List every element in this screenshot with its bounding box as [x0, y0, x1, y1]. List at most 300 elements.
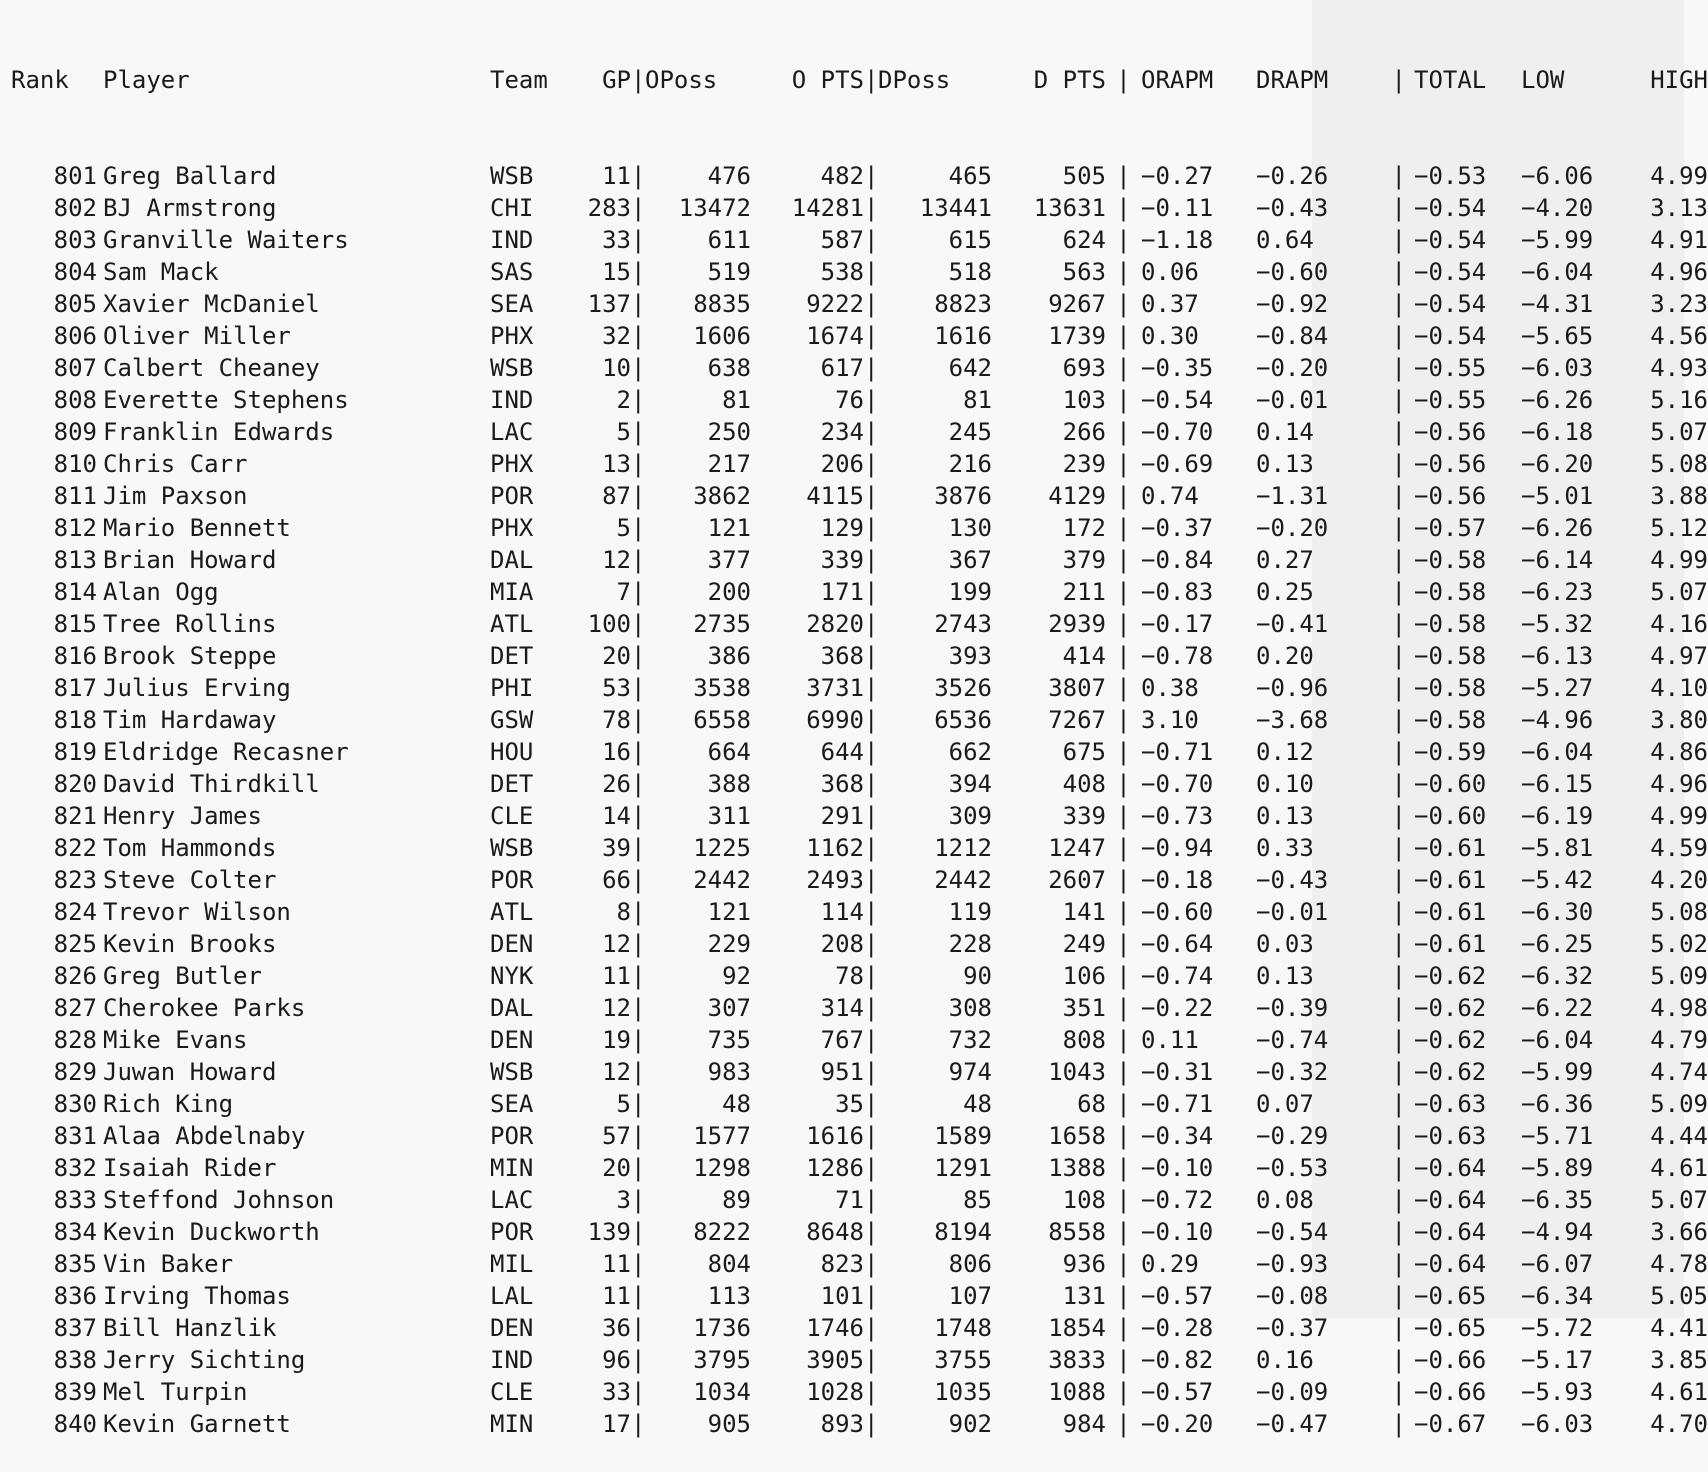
- column-separator: |: [1391, 1314, 1406, 1342]
- cell-drapm: −0.20: [1256, 514, 1329, 542]
- column-separator: |: [631, 898, 646, 926]
- cell-oposs: 3862: [693, 482, 751, 510]
- cell-rank: 828: [53, 1026, 97, 1054]
- column-separator: |: [631, 290, 646, 318]
- cell-player: Tree Rollins: [103, 610, 277, 638]
- column-separator: |: [1116, 66, 1131, 94]
- column-separator: |: [864, 706, 879, 734]
- cell-dposs: 6536: [934, 706, 992, 734]
- cell-opts: 71: [835, 1186, 864, 1214]
- column-separator: |: [631, 1378, 646, 1406]
- cell-rank: 824: [53, 898, 97, 926]
- cell-low: −6.14: [1521, 546, 1594, 574]
- cell-opts: 114: [820, 898, 864, 926]
- cell-gp: 5: [616, 1090, 631, 1118]
- cell-orapm: −0.74: [1141, 962, 1214, 990]
- column-separator: |: [864, 162, 879, 190]
- table-row: [11, 1120, 1708, 1152]
- column-separator: |: [1391, 546, 1406, 574]
- table-row: [11, 544, 1708, 576]
- cell-oposs: 905: [707, 1410, 751, 1438]
- cell-high: 5.07: [1650, 418, 1708, 446]
- cell-drapm: −0.43: [1256, 866, 1329, 894]
- cell-total: −0.67: [1414, 1410, 1487, 1438]
- table-row: [11, 992, 1708, 1024]
- cell-player: Kevin Brooks: [103, 930, 277, 958]
- column-separator: |: [1391, 898, 1406, 926]
- column-separator: |: [631, 994, 646, 1022]
- cell-oposs: 388: [707, 770, 751, 798]
- cell-dpts: 9267: [1048, 290, 1106, 318]
- cell-dposs: 1212: [934, 834, 992, 862]
- column-separator: |: [864, 482, 879, 510]
- cell-team: PHX: [490, 450, 534, 478]
- cell-opts: 8648: [806, 1218, 864, 1246]
- header-total: TOTAL: [1414, 66, 1487, 94]
- cell-rank: 837: [53, 1314, 97, 1342]
- cell-drapm: 0.08: [1256, 1186, 1314, 1214]
- column-separator: |: [1116, 1026, 1131, 1054]
- cell-orapm: −0.57: [1141, 1282, 1214, 1310]
- column-separator: |: [864, 450, 879, 478]
- cell-team: DEN: [490, 930, 534, 958]
- cell-dposs: 8194: [934, 1218, 992, 1246]
- cell-low: −6.25: [1521, 930, 1594, 958]
- cell-total: −0.61: [1414, 834, 1487, 862]
- cell-team: DEN: [490, 1314, 534, 1342]
- cell-player: Kevin Duckworth: [103, 1218, 320, 1246]
- cell-total: −0.65: [1414, 1282, 1487, 1310]
- cell-drapm: −1.31: [1256, 482, 1329, 510]
- cell-dposs: 615: [948, 226, 992, 254]
- column-separator: |: [1391, 1378, 1406, 1406]
- cell-low: −6.03: [1521, 354, 1594, 382]
- cell-team: LAC: [490, 1186, 534, 1214]
- column-separator: |: [1116, 1250, 1131, 1278]
- cell-dpts: 675: [1062, 738, 1106, 766]
- cell-total: −0.58: [1414, 546, 1487, 574]
- cell-dpts: 408: [1062, 770, 1106, 798]
- cell-rank: 816: [53, 642, 97, 670]
- cell-player: David Thirdkill: [103, 770, 320, 798]
- cell-orapm: −0.27: [1141, 162, 1214, 190]
- column-separator: |: [1116, 386, 1131, 414]
- cell-total: −0.57: [1414, 514, 1487, 542]
- cell-drapm: 0.07: [1256, 1090, 1314, 1118]
- cell-high: 4.99: [1650, 546, 1708, 574]
- cell-gp: 10: [602, 354, 631, 382]
- cell-dpts: 1088: [1048, 1378, 1106, 1406]
- cell-oposs: 217: [707, 450, 751, 478]
- column-separator: |: [1116, 1410, 1131, 1438]
- cell-orapm: −0.70: [1141, 418, 1214, 446]
- cell-high: 4.59: [1650, 834, 1708, 862]
- column-separator: |: [864, 802, 879, 830]
- column-separator: |: [631, 1282, 646, 1310]
- column-separator: |: [631, 546, 646, 574]
- column-separator: |: [631, 1218, 646, 1246]
- table-row: [11, 512, 1708, 544]
- cell-drapm: 0.25: [1256, 578, 1314, 606]
- cell-low: −6.13: [1521, 642, 1594, 670]
- cell-drapm: −0.29: [1256, 1122, 1329, 1150]
- cell-dpts: 1247: [1048, 834, 1106, 862]
- cell-high: 5.02: [1650, 930, 1708, 958]
- cell-dposs: 13441: [919, 194, 992, 222]
- cell-oposs: 377: [707, 546, 751, 574]
- cell-drapm: −0.43: [1256, 194, 1329, 222]
- cell-oposs: 229: [707, 930, 751, 958]
- cell-team: WSB: [490, 834, 534, 862]
- cell-total: −0.54: [1414, 194, 1487, 222]
- column-separator: |: [631, 706, 646, 734]
- column-separator: |: [864, 354, 879, 382]
- cell-oposs: 113: [707, 1282, 751, 1310]
- header-team: Team: [490, 66, 548, 94]
- column-separator: |: [1391, 514, 1406, 542]
- cell-total: −0.66: [1414, 1378, 1487, 1406]
- cell-dposs: 3526: [934, 674, 992, 702]
- cell-high: 5.12: [1650, 514, 1708, 542]
- cell-orapm: −0.10: [1141, 1218, 1214, 1246]
- cell-high: 5.07: [1650, 578, 1708, 606]
- column-separator: |: [1116, 866, 1131, 894]
- cell-dposs: 642: [948, 354, 992, 382]
- column-separator: |: [1391, 386, 1406, 414]
- cell-high: 4.16: [1650, 610, 1708, 638]
- column-separator: |: [631, 514, 646, 542]
- cell-oposs: 1298: [693, 1154, 751, 1182]
- cell-dposs: 3755: [934, 1346, 992, 1374]
- cell-low: −6.26: [1521, 386, 1594, 414]
- cell-rank: 822: [53, 834, 97, 862]
- column-separator: |: [1116, 1346, 1131, 1374]
- cell-oposs: 1577: [693, 1122, 751, 1150]
- column-separator: |: [1116, 1282, 1131, 1310]
- cell-orapm: −0.22: [1141, 994, 1214, 1022]
- cell-high: 5.09: [1650, 1090, 1708, 1118]
- cell-total: −0.64: [1414, 1154, 1487, 1182]
- column-separator: |: [631, 322, 646, 350]
- column-separator: |: [1391, 962, 1406, 990]
- column-separator: |: [1391, 1122, 1406, 1150]
- cell-player: Vin Baker: [103, 1250, 234, 1278]
- cell-dposs: 199: [948, 578, 992, 606]
- column-separator: |: [1116, 1090, 1131, 1118]
- table-row: [11, 1408, 1708, 1440]
- cell-gp: 15: [602, 258, 631, 286]
- cell-rank: 813: [53, 546, 97, 574]
- cell-low: −4.20: [1521, 194, 1594, 222]
- column-separator: |: [631, 1410, 646, 1438]
- cell-drapm: 0.27: [1256, 546, 1314, 574]
- column-separator: |: [1116, 994, 1131, 1022]
- cell-high: 3.23: [1650, 290, 1708, 318]
- column-separator: |: [1391, 450, 1406, 478]
- column-separator: |: [1391, 1218, 1406, 1246]
- cell-drapm: 0.33: [1256, 834, 1314, 862]
- column-separator: |: [864, 642, 879, 670]
- cell-high: 5.08: [1650, 450, 1708, 478]
- header-dposs: DPoss: [878, 66, 951, 94]
- table-row: [11, 928, 1708, 960]
- cell-gp: 100: [587, 610, 631, 638]
- column-separator: |: [864, 930, 879, 958]
- cell-low: −4.96: [1521, 706, 1594, 734]
- cell-low: −6.04: [1521, 1026, 1594, 1054]
- column-separator: |: [864, 66, 879, 94]
- cell-dpts: 339: [1062, 802, 1106, 830]
- cell-high: 5.07: [1650, 1186, 1708, 1214]
- cell-player: Brian Howard: [103, 546, 277, 574]
- column-separator: |: [864, 1378, 879, 1406]
- column-separator: |: [1116, 834, 1131, 862]
- cell-team: LAL: [490, 1282, 534, 1310]
- cell-low: −5.99: [1521, 226, 1594, 254]
- cell-dpts: 808: [1062, 1026, 1106, 1054]
- cell-orapm: −0.83: [1141, 578, 1214, 606]
- cell-high: 4.96: [1650, 770, 1708, 798]
- cell-total: −0.58: [1414, 706, 1487, 734]
- cell-high: 4.44: [1650, 1122, 1708, 1150]
- cell-player: Rich King: [103, 1090, 234, 1118]
- table-row: [11, 1056, 1708, 1088]
- cell-dposs: 662: [948, 738, 992, 766]
- cell-oposs: 735: [707, 1026, 751, 1054]
- cell-orapm: 0.37: [1141, 290, 1199, 318]
- cell-team: MIL: [490, 1250, 534, 1278]
- cell-player: Steffond Johnson: [103, 1186, 335, 1214]
- cell-player: Brook Steppe: [103, 642, 277, 670]
- cell-player: Jim Paxson: [103, 482, 248, 510]
- column-separator: |: [1391, 610, 1406, 638]
- cell-dpts: 249: [1062, 930, 1106, 958]
- cell-rank: 835: [53, 1250, 97, 1278]
- cell-drapm: −0.47: [1256, 1410, 1329, 1438]
- cell-total: −0.54: [1414, 322, 1487, 350]
- cell-oposs: 983: [707, 1058, 751, 1086]
- cell-orapm: −0.18: [1141, 866, 1214, 894]
- cell-oposs: 92: [722, 962, 751, 990]
- cell-team: WSB: [490, 354, 534, 382]
- cell-dposs: 2442: [934, 866, 992, 894]
- table-row: [11, 640, 1708, 672]
- cell-opts: 893: [820, 1410, 864, 1438]
- table-row: [11, 1376, 1708, 1408]
- cell-total: −0.60: [1414, 770, 1487, 798]
- cell-dpts: 172: [1062, 514, 1106, 542]
- cell-low: −6.18: [1521, 418, 1594, 446]
- cell-drapm: 0.03: [1256, 930, 1314, 958]
- cell-oposs: 2735: [693, 610, 751, 638]
- cell-dpts: 1388: [1048, 1154, 1106, 1182]
- cell-oposs: 3538: [693, 674, 751, 702]
- cell-dpts: 141: [1062, 898, 1106, 926]
- cell-drapm: −0.32: [1256, 1058, 1329, 1086]
- column-separator: |: [1116, 610, 1131, 638]
- cell-opts: 129: [820, 514, 864, 542]
- cell-dposs: 2743: [934, 610, 992, 638]
- cell-high: 4.99: [1650, 162, 1708, 190]
- cell-opts: 314: [820, 994, 864, 1022]
- cell-low: −6.22: [1521, 994, 1594, 1022]
- cell-player: BJ Armstrong: [103, 194, 277, 222]
- cell-dposs: 85: [963, 1186, 992, 1214]
- cell-team: SEA: [490, 290, 534, 318]
- cell-dpts: 108: [1062, 1186, 1106, 1214]
- cell-low: −6.32: [1521, 962, 1594, 990]
- cell-drapm: −0.54: [1256, 1218, 1329, 1246]
- cell-drapm: −0.01: [1256, 386, 1329, 414]
- cell-opts: 3905: [806, 1346, 864, 1374]
- cell-player: Tim Hardaway: [103, 706, 277, 734]
- header-high: HIGH: [1650, 66, 1708, 94]
- cell-drapm: −0.60: [1256, 258, 1329, 286]
- cell-low: −6.23: [1521, 578, 1594, 606]
- cell-rank: 815: [53, 610, 97, 638]
- cell-dpts: 131: [1062, 1282, 1106, 1310]
- column-separator: |: [864, 1250, 879, 1278]
- cell-total: −0.63: [1414, 1090, 1487, 1118]
- cell-player: Mel Turpin: [103, 1378, 248, 1406]
- cell-oposs: 3795: [693, 1346, 751, 1374]
- cell-oposs: 311: [707, 802, 751, 830]
- cell-orapm: −1.18: [1141, 226, 1214, 254]
- table-row: [11, 800, 1708, 832]
- column-separator: |: [1391, 1410, 1406, 1438]
- column-separator: |: [1116, 1058, 1131, 1086]
- cell-team: MIN: [490, 1154, 534, 1182]
- cell-player: Alan Ogg: [103, 578, 219, 606]
- cell-team: DET: [490, 642, 534, 670]
- column-separator: |: [1391, 1250, 1406, 1278]
- cell-rank: 809: [53, 418, 97, 446]
- cell-team: SEA: [490, 1090, 534, 1118]
- column-separator: |: [1116, 674, 1131, 702]
- column-separator: |: [631, 578, 646, 606]
- cell-dpts: 624: [1062, 226, 1106, 254]
- cell-total: −0.64: [1414, 1250, 1487, 1278]
- table-body: [11, 160, 1708, 1440]
- column-separator: |: [631, 962, 646, 990]
- column-separator: |: [631, 386, 646, 414]
- cell-player: Irving Thomas: [103, 1282, 291, 1310]
- cell-high: 5.16: [1650, 386, 1708, 414]
- cell-oposs: 1225: [693, 834, 751, 862]
- cell-high: 4.97: [1650, 642, 1708, 670]
- cell-gp: 5: [616, 418, 631, 446]
- cell-total: −0.54: [1414, 290, 1487, 318]
- table-row: [11, 896, 1708, 928]
- cell-player: Eldridge Recasner: [103, 738, 349, 766]
- cell-rank: 825: [53, 930, 97, 958]
- table-row: [11, 960, 1708, 992]
- header-orapm: ORAPM: [1141, 66, 1214, 94]
- cell-opts: 617: [820, 354, 864, 382]
- cell-orapm: −0.11: [1141, 194, 1214, 222]
- column-separator: |: [864, 226, 879, 254]
- cell-rank: 802: [53, 194, 97, 222]
- column-separator: |: [631, 738, 646, 766]
- cell-total: −0.58: [1414, 642, 1487, 670]
- table-row: [11, 160, 1708, 192]
- cell-player: Trevor Wilson: [103, 898, 291, 926]
- cell-rank: 827: [53, 994, 97, 1022]
- cell-oposs: 1736: [693, 1314, 751, 1342]
- cell-high: 4.61: [1650, 1378, 1708, 1406]
- column-separator: |: [631, 418, 646, 446]
- cell-drapm: −0.09: [1256, 1378, 1329, 1406]
- cell-low: −5.32: [1521, 610, 1594, 638]
- column-separator: |: [864, 1410, 879, 1438]
- cell-drapm: 0.12: [1256, 738, 1314, 766]
- cell-total: −0.56: [1414, 418, 1487, 446]
- column-separator: |: [1116, 1122, 1131, 1150]
- cell-high: 3.88: [1650, 482, 1708, 510]
- cell-low: −6.15: [1521, 770, 1594, 798]
- column-separator: |: [1116, 514, 1131, 542]
- cell-opts: 208: [820, 930, 864, 958]
- header-rank: Rank: [11, 66, 69, 94]
- cell-player: Everette Stephens: [103, 386, 349, 414]
- cell-dpts: 239: [1062, 450, 1106, 478]
- column-separator: |: [1116, 354, 1131, 382]
- cell-oposs: 8222: [693, 1218, 751, 1246]
- cell-gp: 11: [602, 1250, 631, 1278]
- cell-dpts: 1658: [1048, 1122, 1106, 1150]
- column-separator: |: [1116, 450, 1131, 478]
- cell-rank: 819: [53, 738, 97, 766]
- cell-dpts: 3833: [1048, 1346, 1106, 1374]
- cell-drapm: −0.37: [1256, 1314, 1329, 1342]
- cell-dpts: 211: [1062, 578, 1106, 606]
- cell-orapm: −0.37: [1141, 514, 1214, 542]
- cell-drapm: −0.26: [1256, 162, 1329, 190]
- column-separator: |: [1391, 194, 1406, 222]
- cell-gp: 137: [587, 290, 631, 318]
- cell-dpts: 2939: [1048, 610, 1106, 638]
- column-separator: |: [631, 1058, 646, 1086]
- cell-rank: 820: [53, 770, 97, 798]
- cell-dposs: 1748: [934, 1314, 992, 1342]
- column-separator: |: [631, 770, 646, 798]
- cell-drapm: −0.39: [1256, 994, 1329, 1022]
- cell-drapm: 0.16: [1256, 1346, 1314, 1374]
- cell-opts: 101: [820, 1282, 864, 1310]
- cell-team: MIN: [490, 1410, 534, 1438]
- column-separator: |: [1391, 930, 1406, 958]
- column-separator: |: [631, 482, 646, 510]
- cell-low: −4.31: [1521, 290, 1594, 318]
- cell-team: ATL: [490, 898, 534, 926]
- cell-oposs: 2442: [693, 866, 751, 894]
- cell-dposs: 394: [948, 770, 992, 798]
- table-row: [11, 1184, 1708, 1216]
- column-separator: |: [631, 66, 646, 94]
- cell-rank: 805: [53, 290, 97, 318]
- cell-oposs: 89: [722, 1186, 751, 1214]
- cell-low: −5.81: [1521, 834, 1594, 862]
- column-separator: |: [864, 290, 879, 318]
- table-row: [11, 224, 1708, 256]
- column-separator: |: [631, 930, 646, 958]
- cell-total: −0.62: [1414, 962, 1487, 990]
- cell-low: −5.27: [1521, 674, 1594, 702]
- cell-dposs: 1589: [934, 1122, 992, 1150]
- cell-oposs: 804: [707, 1250, 751, 1278]
- cell-gp: 96: [602, 1346, 631, 1374]
- column-separator: |: [631, 1346, 646, 1374]
